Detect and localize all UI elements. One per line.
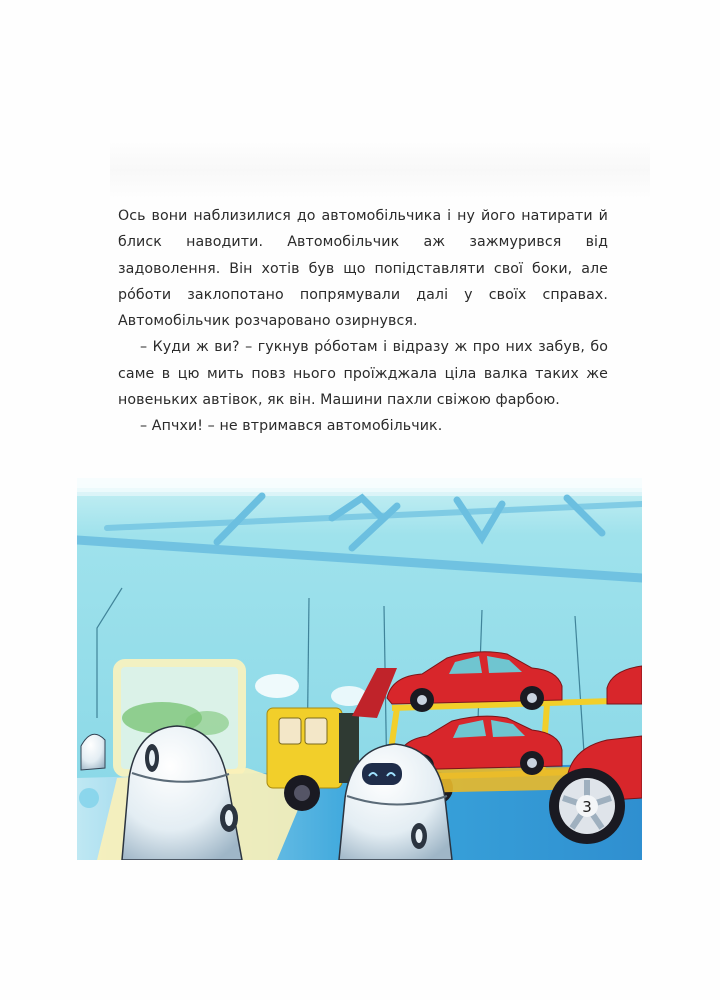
paragraph-1: Ось вони наблизилися до автомобільчика і ну його натирати й блиск наводити. Автомобільчик аж зажмурився від задоволення. Він хотів був що попідставляти свої боки, але рóботи заклопотано попрямували далі у своїх справах. Автомобільчик розчаровано озирнувся. [118,208,608,330]
paragraph-3: – Апчхи! – не втримався автомобільчик. [140,418,443,435]
paper-bleed-through [110,140,650,200]
paragraph-2: – Куди ж ви? – гукнув рóботам і відразу ж про них забув, бо саме в цю мить повз нього проїжджала ціла валка таких же новеньких автівок, як він. Машини пахли свіжою фарбою. [118,339,608,409]
story-text [118,203,608,440]
wheel-page-number [549,768,625,844]
page-number: 3 [582,798,592,816]
factory-illustration [77,478,642,860]
